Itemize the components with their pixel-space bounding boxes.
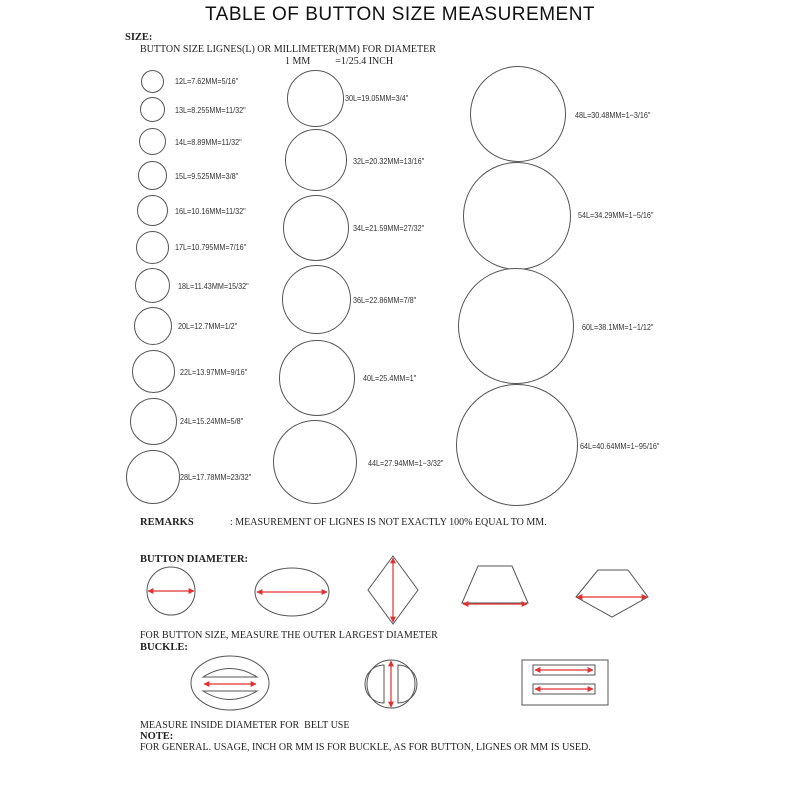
size-description: BUTTON SIZE LIGNES(L) OR MILLIMETER(MM) FOR DIAMETER	[140, 44, 436, 55]
size-label-60l: 60L=38.1MM=1−1/12"	[582, 322, 654, 332]
size-label-32l: 32L=20.32MM=13/16"	[353, 156, 425, 166]
size-label-15l: 15L=9.525MM=3/8"	[175, 171, 239, 181]
size-label-13l: 13L=8.255MM=11/32"	[175, 105, 246, 115]
size-label-20l: 20L=12.7MM=1/2"	[178, 321, 238, 331]
round-button-diagram	[147, 567, 195, 615]
mm-inch-conversion: 1 MM =1/25.4 INCH	[285, 56, 394, 67]
pentagon-button-diagram	[576, 570, 648, 617]
size-label-40l: 40L=25.4MM=1"	[363, 373, 417, 383]
buckle-heading: BUCKLE:	[140, 642, 188, 653]
size-label-12l: 12L=7.62MM=5/16"	[175, 76, 239, 86]
round-buckle-diagram	[365, 660, 417, 708]
note-text: FOR GENERAL. USAGE, INCH OR MM IS FOR BUCKLE, AS FOR BUTTON, LIGNES OR MM IS USED.	[140, 742, 591, 753]
size-label-44l: 44L=27.94MM=1−3/32"	[368, 458, 444, 468]
size-label-30l: 30L=19.05MM=3/4"	[345, 93, 409, 103]
oval-button-diagram	[255, 568, 329, 616]
size-label-22l: 22L=13.97MM=9/16"	[180, 367, 248, 377]
rectangular-buckle-diagram	[522, 660, 608, 705]
size-label-16l: 16L=10.16MM=11/32"	[175, 206, 246, 216]
oval-buckle-diagram	[191, 656, 269, 710]
size-label-14l: 14L=8.89MM=11/32"	[175, 137, 242, 147]
remarks-text: : MEASUREMENT OF LIGNES IS NOT EXACTLY 100% EQUAL TO MM.	[230, 517, 547, 528]
size-heading: SIZE:	[125, 32, 153, 43]
size-label-64l: 64L=40.64MM=1−95/16"	[580, 441, 660, 451]
trapezoid-button-diagram	[462, 566, 528, 604]
size-label-24l: 24L=15.24MM=5/8"	[180, 416, 244, 426]
buckle-caption: MEASURE INSIDE DIAMETER FOR BELT USE	[140, 720, 350, 731]
page-title: TABLE OF BUTTON SIZE MEASUREMENT	[204, 4, 596, 25]
size-label-18l: 18L=11.43MM=15/32"	[178, 281, 249, 291]
size-label-17l: 17L=10.795MM=7/16"	[175, 242, 247, 252]
size-label-36l: 36L=22.86MM=7/8"	[353, 295, 417, 305]
size-label-34l: 34L=21.59MM=27/32"	[353, 223, 425, 233]
button-diameter-heading: BUTTON DIAMETER:	[140, 554, 249, 565]
size-label-48l: 48L=30.48MM=1−3/16"	[575, 110, 651, 120]
note-heading: NOTE:	[140, 731, 174, 742]
button-diameter-caption: FOR BUTTON SIZE, MEASURE THE OUTER LARGEST DIAMETER	[140, 630, 438, 641]
size-label-54l: 54L=34.29MM=1−5/16"	[578, 210, 654, 220]
diamond-button-diagram	[368, 556, 418, 624]
size-label-28l: 28L=17.78MM=23/32"	[180, 472, 252, 482]
remarks-heading: REMARKS	[140, 517, 194, 528]
